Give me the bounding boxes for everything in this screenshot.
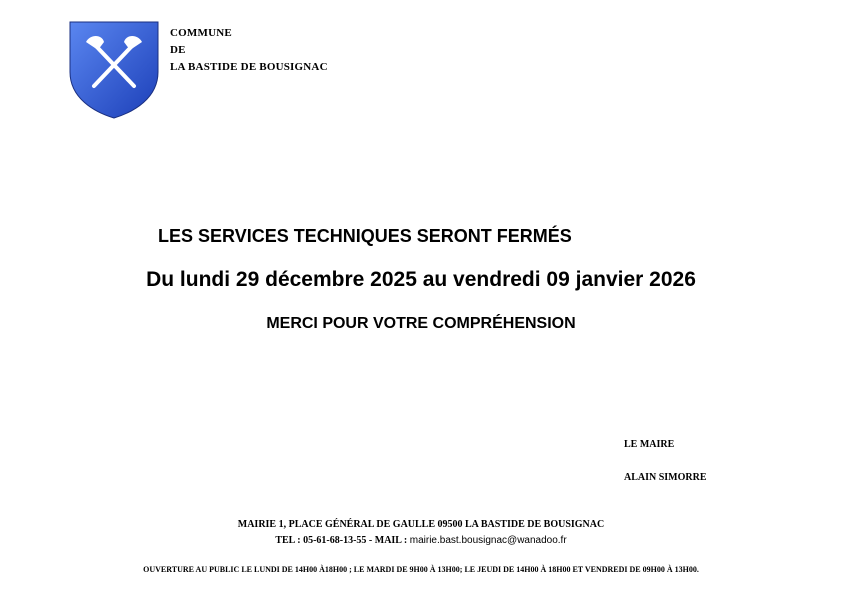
footer-contact [0,535,842,546]
footer-mail-link[interactable]: mairie.bast.bousignac@wanadoo.fr [409,535,567,546]
signature-title: LE MAIRE [624,439,675,450]
commune-header [170,25,328,76]
commune-line-1: COMMUNE [170,27,232,39]
signature-name: ALAIN SIMORRE [624,472,707,483]
notice-title: LES SERVICES TECHNIQUES SERONT FERMÉS [158,226,572,246]
footer-tel-label: TEL : 05-61-68-13-55 - MAIL : [275,535,410,546]
commune-line-2: DE [170,44,186,56]
footer-address: MAIRIE 1, PLACE GÉNÉRAL DE GAULLE 09500 LA BASTIDE DE BOUSIGNAC [237,519,605,530]
footer-hours: OUVERTURE AU PUBLIC LE LUNDI DE 14H00 À18H00 ; LE MARDI DE 9H00 À 13H00; LE JEUDI DE 14H00 À 18H00 ET VENDREDI DE 09H00 À 13H00. [143,565,699,574]
notice-thanks: MERCI POUR VOTRE COMPRÉHENSION [266,315,576,332]
commune-line-3: LA BASTIDE DE BOUSIGNAC [170,61,328,73]
coat-of-arms-icon [68,20,160,120]
notice-dates: Du lundi 29 décembre 2025 au vendredi 09 janvier 2026 [146,268,696,291]
